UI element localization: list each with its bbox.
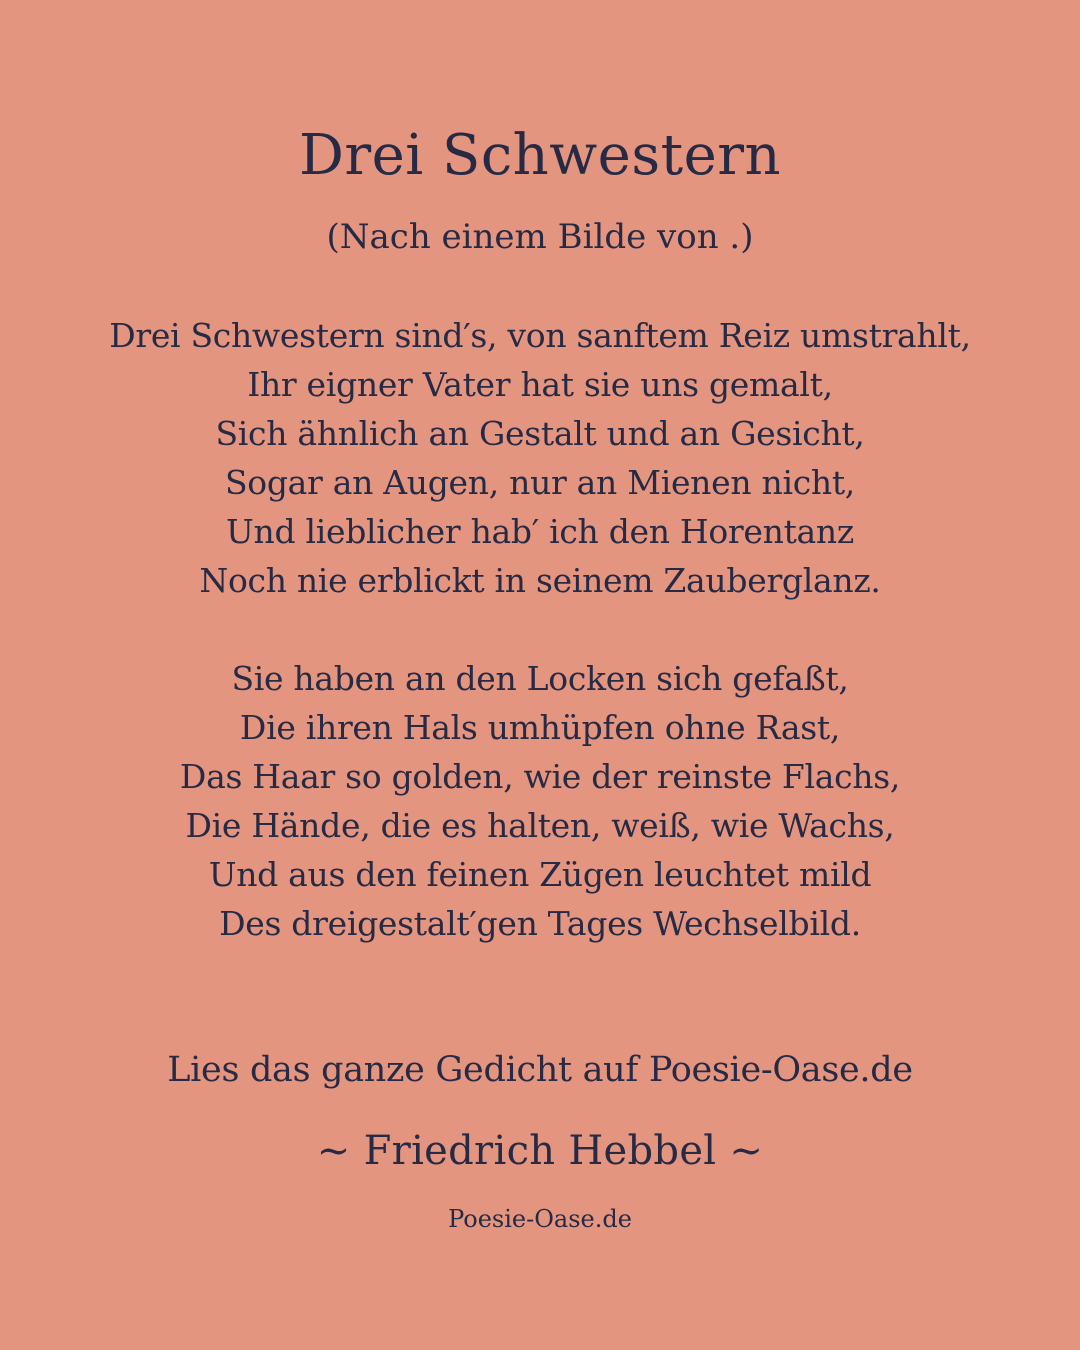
- verse-line: Sich ähnlich an Gestalt und an Gesicht,: [215, 414, 865, 453]
- verse-line: Und aus den feinen Zügen leuchtet mild: [208, 855, 872, 894]
- verse-line: Noch nie erblickt in seinem Zauberglanz.: [199, 561, 881, 600]
- poem-title: Drei Schwestern: [298, 123, 782, 188]
- verse-line: Die Hände, die es halten, weiß, wie Wachs,: [185, 806, 895, 845]
- verse-line: Drei Schwestern sind′s, von sanftem Reiz umstrahlt,: [109, 316, 971, 355]
- site-footer: Poesie-Oase.de: [448, 1205, 632, 1233]
- verse-line: Sie haben an den Locken sich gefaßt,: [231, 659, 849, 698]
- verse-line: Und lieblicher hab′ ich den Horentanz: [226, 512, 854, 551]
- verse-line: Ihr eigner Vater hat sie uns gemalt,: [247, 365, 833, 404]
- stanza-2: [0, 654, 1080, 948]
- verse-line: Das Haar so golden, wie der reinste Flachs,: [179, 757, 901, 796]
- stanza-1: [0, 311, 1080, 605]
- poem-subtitle: (Nach einem Bilde von .): [326, 217, 754, 257]
- verse-line: Sogar an Augen, nur an Mienen nicht,: [224, 463, 855, 502]
- verse-line: Des dreigestalt′gen Tages Wechselbild.: [219, 904, 861, 943]
- poem-author: ~ Friedrich Hebbel ~: [316, 1128, 764, 1174]
- verse-line: Die ihren Hals umhüpfen ohne Rast,: [239, 708, 841, 747]
- read-full-poem-text: Lies das ganze Gedicht auf Poesie-Oase.de: [167, 1050, 913, 1090]
